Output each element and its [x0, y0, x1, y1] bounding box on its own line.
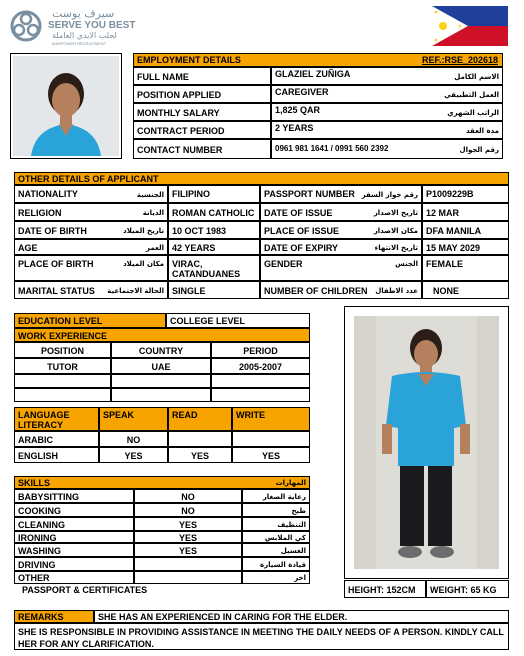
language-name: ARABIC: [14, 431, 99, 447]
applicant-value: 15 MAY 2029: [422, 239, 509, 255]
language-header-speak: SPEAK: [99, 407, 168, 431]
employment-details-header: [133, 53, 503, 67]
logo-arabic: سيرف يوست: [52, 7, 115, 20]
language-speak: YES: [99, 447, 168, 463]
applicant-value: SINGLE: [168, 281, 260, 299]
work-header-position: POSITION: [14, 342, 111, 358]
applicant-label: NUMBER OF CHILDREN عدد الاطفال: [260, 281, 422, 299]
applicant-label: NATIONALITY الجنسية: [14, 185, 168, 203]
skill-label-arabic: رعاية الصغار: [242, 489, 310, 503]
education-label: EDUCATION LEVEL: [14, 313, 166, 328]
weight-value: WEIGHT: 65 KG: [426, 580, 509, 598]
measurements-row: [344, 580, 509, 598]
employment-value: [271, 85, 503, 103]
employment-value: [271, 67, 503, 85]
applicant-value: 42 YEARS: [168, 239, 260, 255]
applicant-value: 10 OCT 1983: [168, 221, 260, 239]
passport-certificates-label: PASSPORT & CERTIFICATES: [22, 585, 148, 595]
applicant-value: DFA MANILA: [422, 221, 509, 239]
skill-label-arabic: طبخ: [242, 503, 310, 517]
employment-label-arabic: رقم الجوال: [459, 146, 499, 154]
language-header-read: READ: [168, 407, 232, 431]
applicant-value: FILIPINO: [168, 185, 260, 203]
logo-title: SERVE YOU BEST: [48, 20, 136, 31]
employment-label: MONTHLY SALARY: [133, 103, 271, 121]
work-cell-empty: [211, 374, 310, 388]
language-name: ENGLISH: [14, 447, 99, 463]
applicant-label: PLACE OF ISSUE مكان الاصدار: [260, 221, 422, 239]
skill-label: COOKING: [14, 503, 134, 517]
reference-number: REF.:RSE_202618: [421, 55, 498, 65]
work-cell-empty: [14, 374, 111, 388]
applicant-label: AGE العمر: [14, 239, 168, 255]
employment-value: [271, 121, 503, 139]
applicant-details-title: OTHER DETAILS OF APPLICANT: [18, 174, 159, 184]
employment-row: [133, 139, 503, 159]
skills-header: [14, 476, 310, 489]
language-read: YES: [168, 447, 232, 463]
applicant-details-header: [14, 172, 509, 185]
employment-details-title: EMPLOYMENT DETAILS: [137, 55, 241, 65]
work-cell: UAE: [111, 358, 211, 374]
remarks-section: [14, 610, 509, 650]
education-row: [14, 313, 310, 328]
remarks-line-2: SHE IS RESPONSIBLE IN PROVIDING ASSISTANCE IN MEETING THE DAILY NEEDS OF A PERSON. KINDLY CALL HER FOR ANY CLARIFICATION.: [14, 623, 509, 650]
applicant-label: DATE OF ISSUE تاريخ الاصدار: [260, 203, 422, 221]
work-cell: TUTOR: [14, 358, 111, 374]
work-header-country: COUNTRY: [111, 342, 211, 358]
skill-label: OTHER: [14, 571, 134, 584]
skill-label-arabic: الغسيل: [242, 543, 310, 557]
skill-label-arabic: قيادة السيارة: [242, 557, 310, 571]
language-table: [14, 407, 310, 463]
employment-row: [133, 121, 503, 139]
skill-label-arabic: اخر: [242, 571, 310, 584]
applicant-value: FEMALE: [422, 255, 509, 281]
skill-value: [134, 571, 242, 584]
work-header-period: PERIOD: [211, 342, 310, 358]
work-cell-empty: [14, 388, 111, 402]
employment-value-text: 0961 981 1641 / 0991 560 2392: [275, 144, 389, 153]
applicant-label: PASSPORT NUMBER رقم جواز السفر: [260, 185, 422, 203]
employment-value-text: GLAZIEL ZUÑIGA: [275, 69, 351, 79]
height-value: HEIGHT: 152CM: [344, 580, 426, 598]
applicant-label: MARITAL STATUS الحالة الاجتماعية: [14, 281, 168, 299]
skill-value: YES: [134, 517, 242, 531]
skills-table: [14, 476, 310, 584]
employment-value-text: 2 YEARS: [275, 123, 314, 133]
work-experience-title: WORK EXPERIENCE: [14, 328, 310, 342]
employment-row: [133, 103, 503, 121]
applicant-headshot: [13, 56, 119, 156]
employment-value: [271, 103, 503, 121]
skills-title-arabic: المهارات: [275, 479, 306, 487]
applicant-table: [14, 185, 509, 299]
employment-row: [133, 85, 503, 103]
logo-icon: [8, 8, 44, 44]
skill-value: YES: [134, 531, 242, 543]
full-body-photo-frame: [344, 306, 509, 579]
work-cell: 2005-2007: [211, 358, 310, 374]
skill-value: NO: [134, 489, 242, 503]
applicant-label: GENDER الجنس: [260, 255, 422, 281]
language-write: YES: [232, 447, 310, 463]
skill-value: YES: [134, 543, 242, 557]
employment-value-text: CAREGIVER: [275, 87, 329, 97]
employment-label: POSITION APPLIED: [133, 85, 271, 103]
employment-label: FULL NAME: [133, 67, 271, 85]
applicant-photo-frame: [10, 53, 122, 159]
language-write: [232, 431, 310, 447]
remarks-label: REMARKS: [14, 610, 94, 623]
skill-label-arabic: التنظيف: [242, 517, 310, 531]
work-cell-empty: [211, 388, 310, 402]
applicant-value: VIRAC, CATANDUANES: [168, 255, 260, 281]
skill-label: IRONING: [14, 531, 134, 543]
applicant-full-body-photo: [354, 316, 499, 569]
applicant-label: PLACE OF BIRTH مكان الميلاد: [14, 255, 168, 281]
applicant-value: 12 MAR: [422, 203, 509, 221]
language-header-literacy: LANGUAGE LITERACY: [14, 407, 99, 431]
work-experience-table: [14, 328, 310, 402]
work-cell-empty: [111, 388, 211, 402]
language-speak: NO: [99, 431, 168, 447]
language-header-write: WRITE: [232, 407, 310, 431]
employment-value: [271, 139, 503, 159]
skill-label-arabic: كي الملابس: [242, 531, 310, 543]
employment-label: CONTRACT PERIOD: [133, 121, 271, 139]
employment-value-text: 1,825 QAR: [275, 105, 321, 115]
skill-label: DRIVING: [14, 557, 134, 571]
applicant-value: P1009229B: [422, 185, 509, 203]
employment-row: [133, 67, 503, 85]
employment-label-arabic: مدة العقد: [465, 127, 499, 135]
company-logo: [8, 8, 148, 46]
skill-value: [134, 557, 242, 571]
applicant-value: ROMAN CATHOLIC: [168, 203, 260, 221]
applicant-label: DATE OF EXPIRY تاريخ الانتهاء: [260, 239, 422, 255]
logo-sub: MANPOWER RECRUITMENT: [52, 41, 107, 46]
applicant-label: DATE OF BIRTH تاريخ الميلاد: [14, 221, 168, 239]
employment-label-arabic: الاسم الكامل: [454, 73, 499, 81]
employment-label: CONTACT NUMBER: [133, 139, 271, 159]
applicant-label: RELIGION الديانة: [14, 203, 168, 221]
skill-label: WASHING: [14, 543, 134, 557]
skills-title: SKILLS: [18, 478, 51, 488]
skill-value: NO: [134, 503, 242, 517]
work-cell-empty: [111, 374, 211, 388]
philippine-flag-icon: [432, 6, 508, 46]
applicant-value: NONE: [422, 281, 509, 299]
language-read: [168, 431, 232, 447]
logo-sub-arabic: لجلب الايدي العاملة: [52, 31, 117, 40]
skill-label: CLEANING: [14, 517, 134, 531]
education-value: COLLEGE LEVEL: [166, 313, 310, 328]
employment-label-arabic: الراتب الشهري: [447, 109, 499, 117]
employment-label-arabic: العمل التطبيقي: [444, 91, 499, 99]
skill-label: BABYSITTING: [14, 489, 134, 503]
remarks-line-1: SHE HAS AN EXPERIENCED IN CARING FOR THE ELDER.: [94, 610, 509, 623]
